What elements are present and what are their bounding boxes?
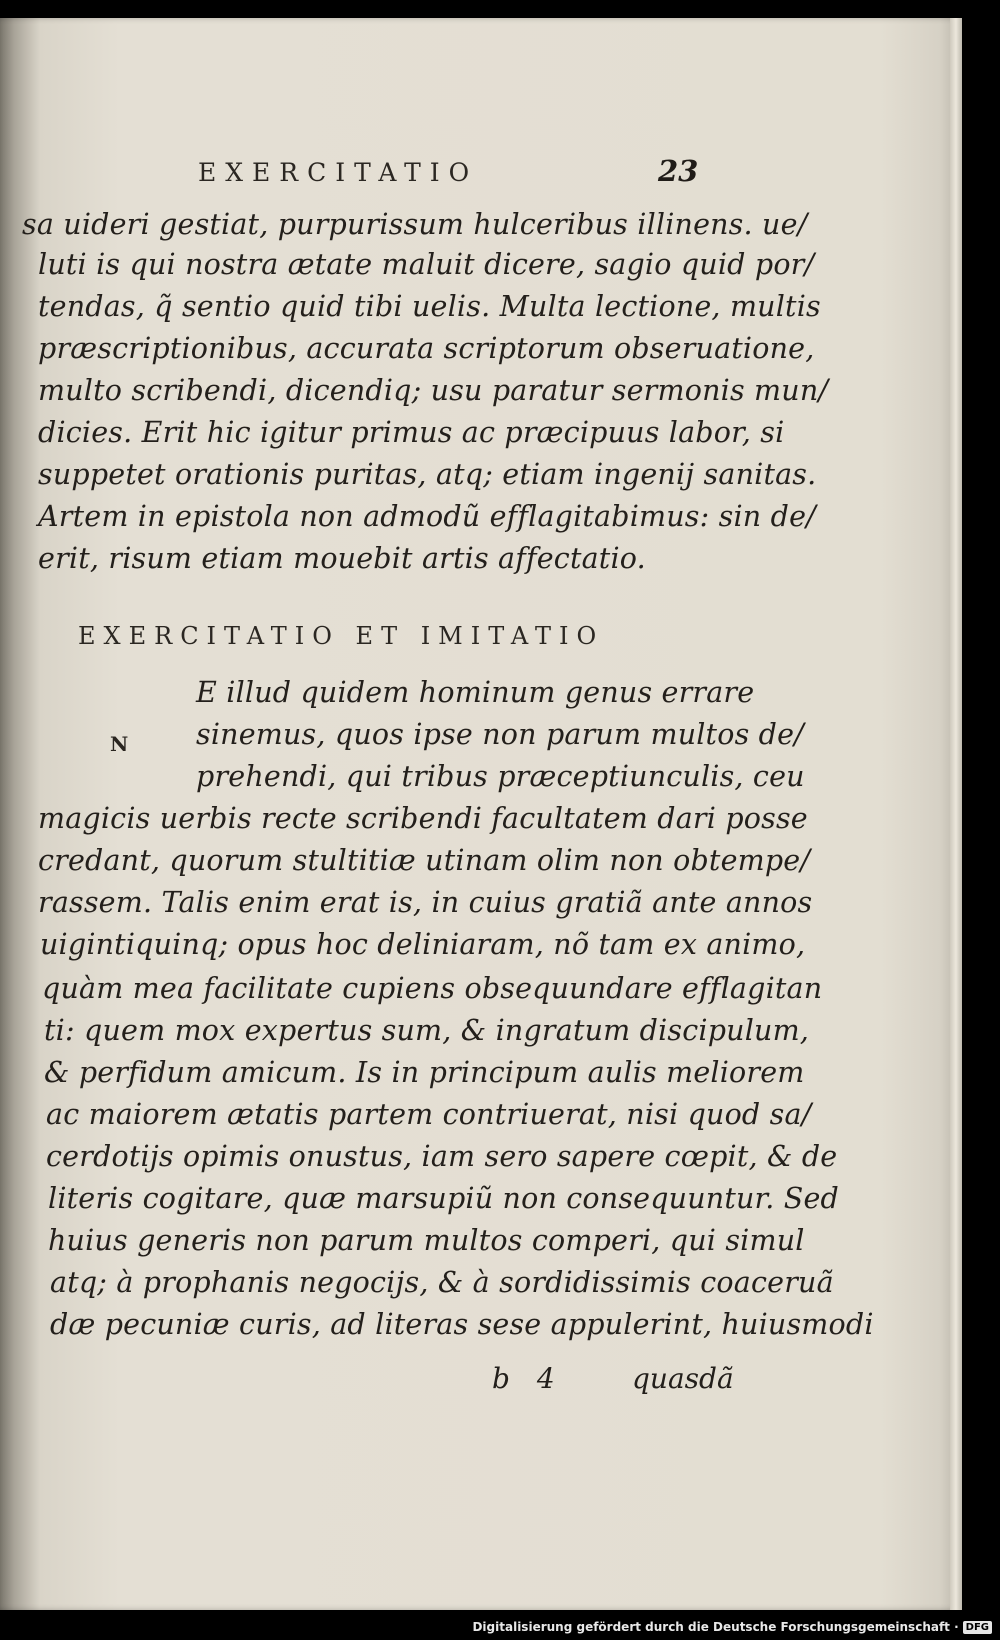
signature-mark: b 4 — [492, 1362, 555, 1395]
drop-initial: N — [110, 732, 129, 756]
text-line: cerdotijs opimis onustus, iam sero sapere cœpit, & de — [46, 1140, 838, 1173]
text-line: dæ pecuniæ curis, ad literas sese appulerint, huiusmodi — [50, 1308, 874, 1341]
text-line: sinemus, quos ipse non parum multos de/ — [196, 718, 804, 751]
page-edge — [950, 18, 962, 1610]
running-title: EXERCITATIO — [198, 158, 479, 187]
text-line: multo scribendi, dicendiq; usu paratur sermonis mun/ — [38, 374, 829, 407]
text-line: ac maiorem ætatis partem contriuerat, nisi quod sa/ — [46, 1098, 812, 1131]
text-line: suppetet orationis puritas, atq; etiam ingenij sanitas. — [38, 458, 817, 491]
text-line: præscriptionibus, accurata scriptorum obseruatione, — [38, 332, 815, 365]
text-line: prehendi, qui tribus præceptiunculis, ceu — [196, 760, 805, 793]
footer-text: Digitalisierung gefördert durch die Deutsche Forschungsgemeinschaft · — [472, 1620, 959, 1634]
text-line: magicis uerbis recte scribendi facultatem dari posse — [38, 802, 808, 835]
footer-credit — [472, 1616, 992, 1638]
text-line: uigintiquinq; opus hoc deliniaram, nõ tam ex animo, — [40, 928, 806, 961]
text-line: dicies. Erit hic igitur primus ac præcipuus labor, si — [38, 416, 785, 449]
text-line: atq; à prophanis negocijs, & à sordidissimis coaceruã — [50, 1266, 834, 1299]
text-line: E illud quidem hominum genus errare — [196, 676, 755, 709]
text-line: luti is qui nostra ætate maluit dicere, sagio quid por/ — [38, 248, 815, 281]
text-line: literis cogitare, quæ marsupiũ non consequuntur. Sed — [48, 1182, 840, 1215]
text-line: sa uideri gestiat, purpurissum hulceribus illinens. ue/ — [22, 208, 808, 241]
catchword: quasdã — [632, 1362, 734, 1395]
text-line: quàm mea facilitate cupiens obsequundare efflagitan — [42, 972, 823, 1005]
text-line: Artem in epistola non admodũ efflagitabimus: sin de/ — [38, 500, 816, 533]
dfg-logo: DFG — [963, 1621, 992, 1634]
text-line: & perfidum amicum. Is in principum aulis meliorem — [44, 1056, 805, 1089]
text-line: erit, risum etiam mouebit artis affectatio. — [38, 542, 646, 575]
text-line: ti: quem mox expertus sum, & ingratum discipulum, — [44, 1014, 810, 1047]
text-line: credant, quorum stultitiæ utinam olim non obtempe/ — [38, 844, 811, 877]
text-line: rassem. Talis enim erat is, in cuius gratiã ante annos — [38, 886, 813, 919]
page-number: 23 — [658, 154, 699, 188]
text-line: huius generis non parum multos comperi, qui simul — [48, 1224, 805, 1257]
page-header — [0, 154, 962, 198]
text-line: tendas, q̃ sentio quid tibi uelis. Multa lectione, multis — [38, 290, 821, 323]
section-heading: EXERCITATIO ET IMITATIO — [78, 622, 605, 650]
